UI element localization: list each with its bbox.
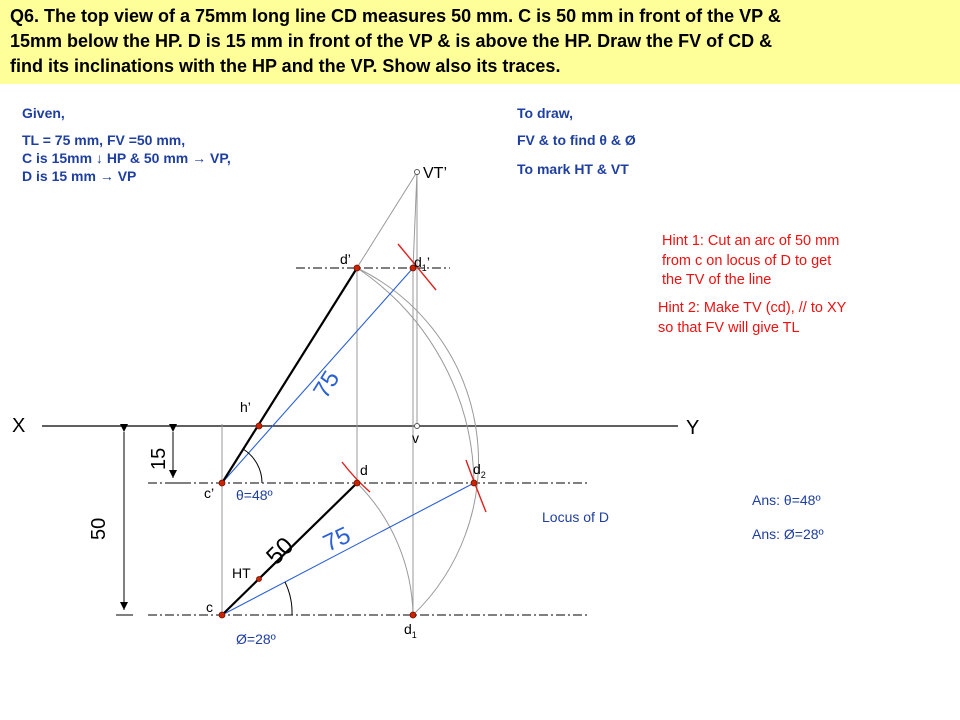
tl-75-fv-label: 75 [308, 366, 346, 404]
point-d-prime [354, 265, 360, 271]
point-ht [257, 577, 262, 582]
label-theta: θ=48º [236, 487, 273, 503]
hint-line: from c on locus of D to get [662, 252, 832, 269]
label-d1-prime-tick: ’ [426, 254, 430, 270]
point-h-prime [256, 423, 262, 429]
label-d2-main: d [473, 461, 481, 477]
label-d2 [473, 461, 486, 480]
label-c: c [206, 599, 213, 615]
to-draw-line: FV & to find θ & Ø [517, 132, 636, 148]
answer-phi: Ans: Ø=28º [752, 526, 824, 542]
theta-arc [243, 449, 262, 483]
arc-d1-to-d1-prime [357, 483, 413, 615]
hint-line: Hint 2: Make TV (cd), // to XY [658, 300, 847, 316]
label-d1-prime [414, 254, 430, 273]
given-line: D is 15 mm → VP [22, 168, 137, 184]
given-line: C is 15mm ↓ HP & 50 mm → VP, [22, 150, 231, 166]
point-c [219, 612, 225, 618]
hint-line: the TV of the line [662, 272, 772, 288]
question-line: find its inclinations with the HP and the VP. Show also its traces. [10, 56, 561, 76]
point-d [354, 480, 360, 486]
label-c-prime: c’ [204, 485, 215, 501]
label-d1-prime-main: d [414, 254, 422, 270]
label-ht: HT [232, 565, 251, 581]
label-d1-prime-sub: 1 [421, 263, 427, 273]
label-d-prime: d’ [340, 251, 351, 267]
arc-d1-prime-to-d2 [357, 268, 474, 483]
label-d2-sub: 2 [480, 470, 486, 480]
label-d1-sub: 1 [411, 630, 417, 640]
question-line: Q6. The top view of a 75mm long line CD measures 50 mm. C is 50 mm in front of the VP & [10, 6, 781, 26]
answer-theta: Ans: θ=48º [752, 492, 821, 508]
point-vt [415, 170, 420, 175]
tl-75-tv-label: 75 [319, 521, 355, 558]
phi-arc [285, 582, 292, 615]
point-d2 [471, 480, 477, 486]
point-c-prime [219, 480, 225, 486]
label-v: v [412, 430, 419, 446]
label-locus-d: Locus of D [542, 509, 609, 525]
label-y: Y [686, 417, 700, 439]
hint-line: Hint 1: Cut an arc of 50 mm [662, 233, 840, 249]
label-d: d [360, 462, 368, 478]
label-phi: Ø=28º [236, 631, 276, 647]
label-d1-main: d [404, 621, 412, 637]
tv-50-label: 50 [261, 532, 300, 571]
point-v [415, 424, 420, 429]
dim-50-vertical-label: 50 [88, 517, 110, 540]
given-heading: Given, [22, 105, 65, 121]
given-line: TL = 75 mm, FV =50 mm, [22, 132, 186, 148]
question-line: 15mm below the HP. D is 15 mm in front of the VP & is above the HP. Draw the FV of CD & [10, 31, 773, 51]
point-d1 [410, 612, 416, 618]
dim-15-label: 15 [148, 447, 170, 470]
hint-line: so that FV will give TL [658, 319, 800, 336]
to-draw-heading: To draw, [517, 105, 573, 121]
label-h-prime: h’ [240, 399, 251, 415]
label-d1 [404, 621, 417, 640]
to-draw-line: To mark HT & VT [517, 161, 629, 177]
label-vt: VT’ [423, 165, 447, 182]
label-x: X [12, 415, 26, 437]
